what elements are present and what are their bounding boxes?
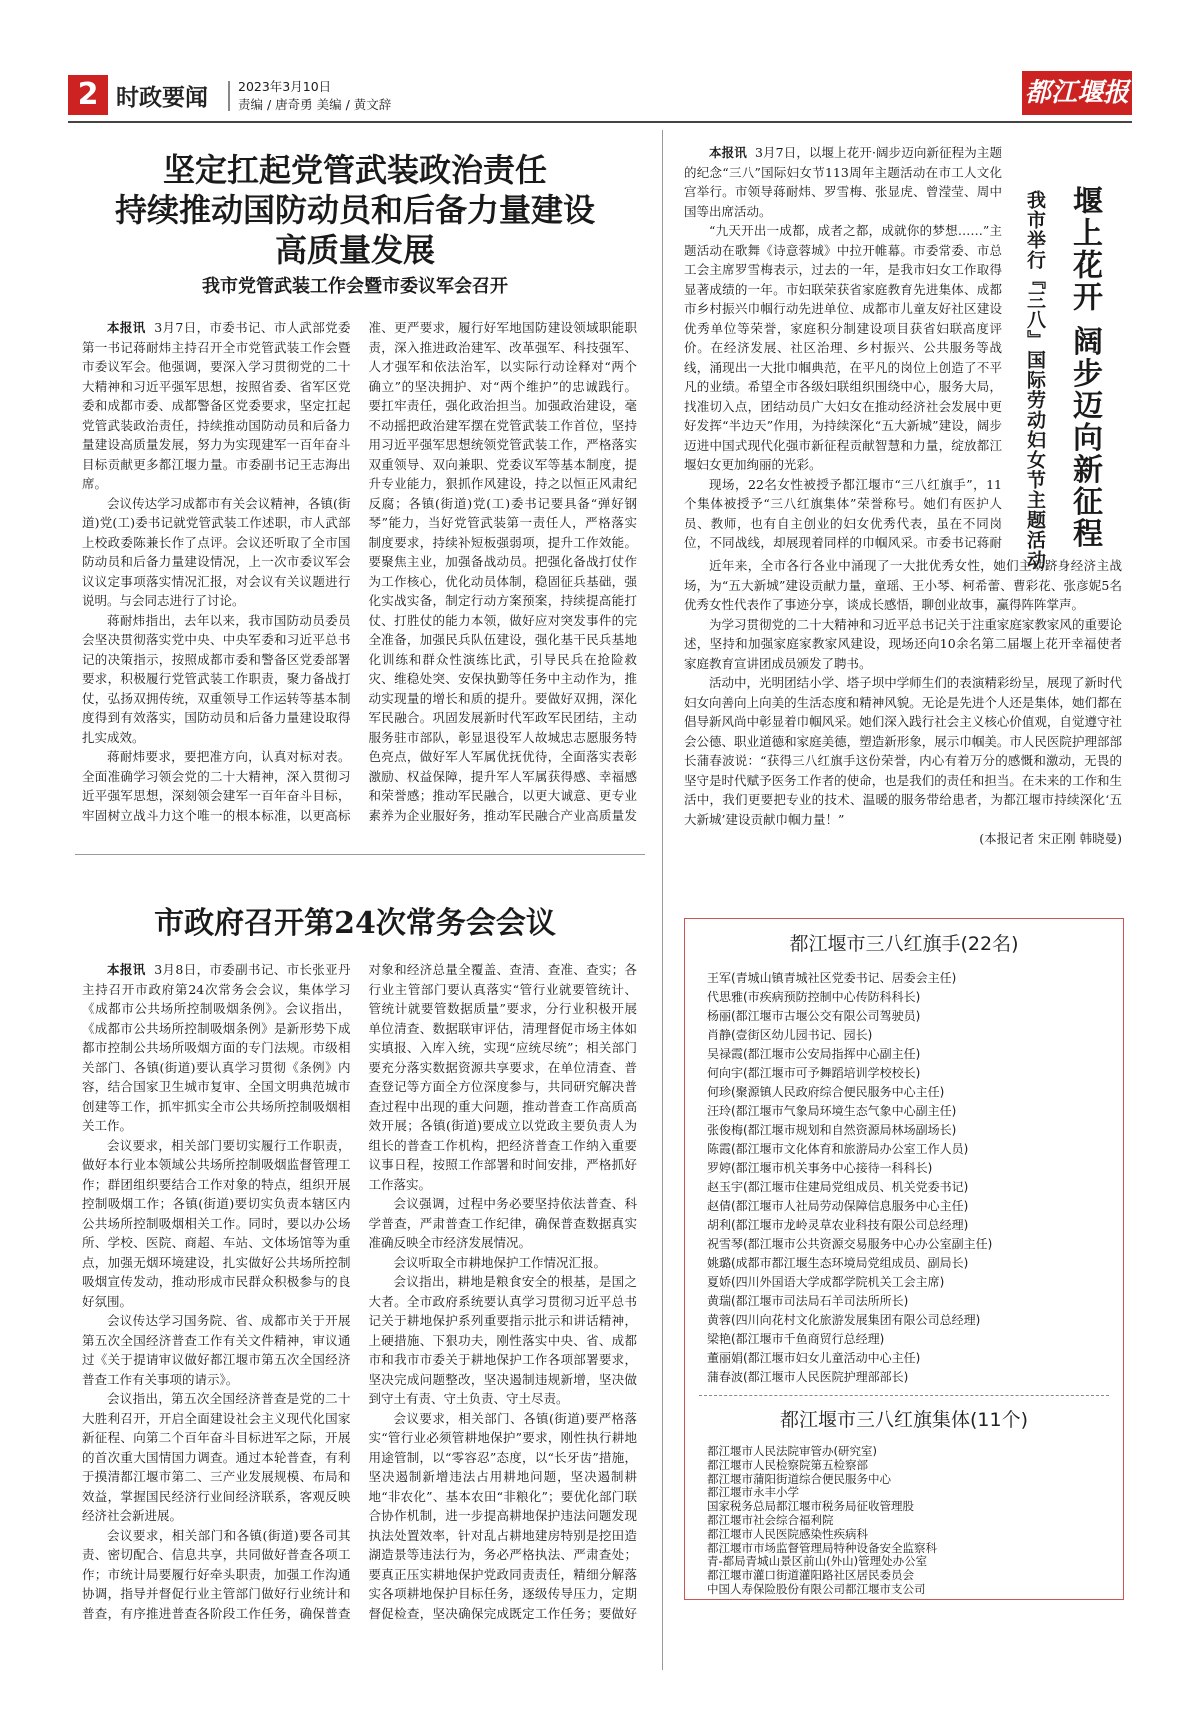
lead-tag: 本报讯 <box>709 145 747 160</box>
column-divider <box>662 130 663 1670</box>
article3-title: 堰上花开 阔步迈向新征程 <box>1067 185 1102 550</box>
article2-paragraph: 会议指出，耕地是粮食安全的根基，是国之大者。全市政府系统要认真学习贯彻习近平总书记关于耕地保护系列重要指示批示和讲话精神，上硬措施、下狠功夫，刚性落实中央、省、成都市和我市市委关于耕地保护工作各项部署要求，坚决完成问题整改，坚决遏制违规新增，坚决做到守土有责、守土负责、守土尽责。 <box>368 1274 637 1406</box>
article2-paragraph: 会议要求，相关部门要切实履行工作职责，做好本行业本领域公共场所控制吸烟监督管理工作；群团组织要结合工作对象的特点，组织开展控制吸烟工作；各镇(街道)要切实负责本辖区内公共场所控制吸烟相关工作。同时，要以办公场所、学校、医院、商超、车站、文体场馆等为重点，加强无烟环境建设，扎实做好公共场所控制吸烟宣传发动，推动形成市民群众积极参与的良好氛围。 <box>82 1137 351 1309</box>
article3-paragraph: 近年来，全市各行各业中涌现了一大批优秀女性，她们主动跻身经济主战场，为“五大新城”建设贡献力量，童瑶、王小琴、柯希蕾、曹彩花、张彦妮5名优秀女性代表作了事迹分享，谈成长感悟，聊创业故事，赢得阵阵掌声。 <box>684 558 1122 612</box>
collectives-list <box>707 1445 1107 1597</box>
article2-paragraph: 会议强调，过程中务必要坚持依法普查、科学普查，严肃普查工作纪律，确保普查数据真实准确反映全市经济发展情况。 <box>368 1196 637 1250</box>
article3-paragraph: 本报讯 3月7日，以堰上花开·阔步迈向新征程为主题的纪念“三八”国际妇女节113周年主题活动在市工人文化宫举行。市领导蒋耐炜、罗雪梅、张显虎、曾滢莹、周中国等出席活动。 <box>684 145 1002 219</box>
honoree-item: 杨丽(都江堰市古堰公交有限公司驾驶员) <box>707 1009 921 1023</box>
honoree-item: 胡利(都江堰市龙岭灵草农业科技有限公司总经理) <box>707 1218 969 1232</box>
page-number: 2 <box>68 75 108 115</box>
collective-item: 都江堰市蒲阳街道综合便民服务中心 <box>707 1472 891 1486</box>
article1-paragraph: 蒋耐炜要求，要把准方向，认真对标对表。全面准确学习领会党的二十大精神，深入贯彻习近平强军思想，深刻领会建军一百年奋斗目标，牢固树立战斗力这个唯一的根本标准，以更高标准、更严要求，履行好军地国防建设领域职能职责，深入推进政治建军、改革强军、科技强军、人才强军和依法治军，以实际行动诠释对“两个确立”的坚决拥护、对“两个维护”的忠诚践行。要扛牢责任，强化政治担当。加强政治建设，毫不动摇把政治建军摆在党管武装工作首位，坚持用习近平强军思想统领党管武装工作，严格落实双重领导、双向兼职、党委议军等基本制度，提升专业能力，狠抓作风建设，持之以恒正风肃纪反腐；各镇(街道)党(工)委书记要具备“弹好钢琴”能力，当好党管武装第一责任人，严格落实制度要求，持续补短板强弱项，提升工作效能。要聚焦主业，加强备战动员。把强化备战打仗作为工作核心，优化动员体制，稳固征兵基础，强化实战实备，制定行动方案预案，持续提高能打仗、打胜仗的能力本领，做好应对突发事件的完全准备，加强民兵队伍建设，强化基干民兵基地化训练和群众性演练比武，引导民兵在抢险救灾、维稳处突、安保执勤等任务中主动作为，推动实现量的增长和质的提升。要做好双拥，深化军民融合。巩固发展新时代军政军民团结，主动服务驻市部队，彰显退役军人故城忠志愿服务特色亮点，做好军人军属优抚优待，全面落实表彰激励、权益保障，提升军人军属获得感、幸福感和荣誉感；推动军民融合，以更大诚意、更专业素养为企业服好务，推动军民融合产业高质量发 <box>82 320 637 823</box>
article2-paragraph: 会议要求，相关部门、各镇(街道)要严格落实“管行业必须管耕地保护”要求，刚性执行耕地用途管制，以“零容忍”态度，以“长牙齿”措施，坚决遏制新增违法占用耕地问题，坚决遏制耕地“非农化”、基本农田“非粮化”；要优化部门联合协作机制，进一步提高耕地保护违法问题发现执法处置效率，针对乱占耕地建房特别是挖田造湖造景等违法行为，务必严格执法、严肃查处；要真正压实耕地保护党政同责责任，精细分解落实各项耕地保护目标任务，逐级传导压力，定期督促检查，坚决确保完成既定工作任务；要做好 <box>368 1410 637 1621</box>
honoree-item: 赵玉宇(都江堰市住建局党组成员、机关党委书记) <box>707 1180 969 1194</box>
honoree-item: 何珍(聚源镇人民政府综合便民服务中心主任) <box>707 1085 945 1099</box>
honoree-item: 蒲春波(都江堰市人民医院护理部部长) <box>707 1370 909 1384</box>
lead-tag: 本报讯 <box>107 320 146 335</box>
honoree-item: 姚璐(成都市都江堰生态环境局党组成员、副局长) <box>707 1256 969 1270</box>
header-rule <box>68 121 1132 123</box>
article3-body-bottom <box>684 556 1122 900</box>
honoree-item: 黄蓉(四川向花村文化旅游发展集团有限公司总经理) <box>707 1313 981 1327</box>
collective-item: 都江堰市人民法院审管办(研究室) <box>707 1445 877 1458</box>
box-divider <box>699 1395 1109 1396</box>
individuals-heading: 都江堰市三八红旗手(22名) <box>789 933 1019 955</box>
article1-paragraph: 本报讯 3月7日，市委书记、市人武部党委第一书记蒋耐炜主持召开全市党管武装工作会暨市委议军会。他强调，要深入学习贯彻党的二十大精神和习近平强军思想，按照省委、省军区党委和成都市委、成都警备区党委要求，坚定扛起党管武装政治责任，持续推动国防动员和后备力量建设高质量发展，努力为实现建军一百年奋斗目标贡献更多都江堰力量。市委副书记王志海出席。 <box>82 320 351 491</box>
honoree-item: 汪玲(都江堰市气象局环境生态气象中心副主任) <box>707 1104 957 1118</box>
individuals-list <box>707 969 1107 1387</box>
collective-item: 国家税务总局都江堰市税务局征收管理股 <box>707 1500 914 1514</box>
honoree-item: 肖静(壹街区幼儿园书记、园长) <box>707 1028 873 1042</box>
honoree-item: 吴禄霞(都江堰市公安局指挥中心副主任) <box>707 1047 921 1061</box>
article3-body-top <box>684 143 1002 555</box>
collective-item: 都江堰市人民医院感染性疾病科 <box>707 1527 868 1541</box>
honoree-item: 王军(青城山镇青城社区党委书记、居委会主任) <box>707 971 957 985</box>
article2-title: 市政府召开第24次常务会会议 <box>154 906 556 941</box>
honoree-item: 夏娇(四川外国语大学成都学院机关工会主席) <box>707 1275 945 1289</box>
article2-paragraph: 会议听取全市耕地保护工作情况汇报。 <box>393 1254 607 1270</box>
honoree-item: 祝雪琴(都江堰市公共资源交易服务中心办公室副主任) <box>707 1237 993 1251</box>
article3-paragraph: “九天开出一成都，成者之都，成就你的梦想……”主题活动在歌舞《诗意蓉城》中拉开帷幕。市委常委、市总工会主席罗雪梅表示，过去的一年，是我市妇女工作取得显著成绩的一年。市妇联荣获省家庭教育先进集体、成都市乡村振兴巾帼行动先进单位、成都市儿童友好社区建设优秀单位等荣誉，家庭积分制建设项目获省妇联高度评价。在经济发展、社区治理、乡村振兴、公共服务等战线，涌现出一大批巾帼典范，在平凡的岗位上创造了不平凡的业绩。希望全市各级妇联组织围绕中心，服务大局，找准切入点，团结动员广大妇女在推动经济社会发展中更好发挥“半边天”作用，为持续深化“五大新城”建设，阔步迈进中国式现代化强市新征程贡献智慧和力量，绽放都江堰妇女更加绚丽的光彩。 <box>684 223 1002 472</box>
section-divider <box>75 854 645 855</box>
article1-subtitle: 我市党管武装工作会暨市委议军会召开 <box>202 276 508 297</box>
honoree-item: 张俊梅(都江堰市规划和自然资源局林场副场长) <box>707 1123 957 1137</box>
collective-item: 都江堰市永丰小学 <box>707 1486 799 1500</box>
article1-paragraph: 会议传达学习成都市有关会议精神，各镇(街道)党(工)委书记就党管武装工作述职，市人武部上校政委陈兼长作了点评。会议还听取了全市国防动员和后备力量建设情况，上一次市委议军会议议定事项落实情况汇报，对会议有关议题进行说明。与会同志进行了讨论。 <box>82 495 351 608</box>
honoree-item: 陈霞(都江堰市文化体育和旅游局办公室工作人员) <box>707 1142 969 1156</box>
honoree-item: 赵倩(都江堰市人社局劳动保障信息服务中心主任) <box>707 1199 969 1213</box>
collective-item: 中国人寿保险股份有限公司都江堰市支公司 <box>707 1582 926 1596</box>
article2-body <box>82 960 637 1640</box>
collective-item: 青-都局青城山景区前山(外山)管理处办公室 <box>707 1555 928 1569</box>
page-header <box>68 75 1132 121</box>
article2-paragraph: 会议传达学习国务院、省、成都市关于开展第五次全国经济普查工作有关文件精神，审议通过《关于提请审议做好都江堰市第五次全国经济普查工作有关事项的请示》。 <box>82 1313 351 1387</box>
article1-title-line: 持续推动国防动员和后备力量建设 <box>114 191 595 229</box>
collective-item: 都江堰市市场监督管理局特种设备安全监察科 <box>707 1541 937 1555</box>
collectives-heading: 都江堰市三八红旗集体(11个) <box>779 1409 1028 1431</box>
honoree-item: 黄瑞(都江堰市司法局石羊司法所所长) <box>707 1294 909 1308</box>
section-title: 时政要闻 <box>116 85 208 111</box>
collective-item: 都江堰市社会综合福利院 <box>707 1513 834 1527</box>
masthead-logo: 都江堰报 <box>1022 71 1132 115</box>
article3-subtitle: 我市举行『三八』国际劳动妇女节主题活动 <box>1024 190 1046 570</box>
honoree-item: 罗婷(都江堰市机关事务中心接待一科科长) <box>707 1161 933 1175</box>
article3-paragraph: 活动中，光明团结小学、塔子坝中学师生们的表演精彩纷呈，展现了新时代妇女向善向上向美的生活态度和精神风貌。无论是先进个人还是集体，她们都在倡导新风尚中彰显着巾帼风采。她们深入践行社会主义核心价值观，自觉遵守社会公德、职业道德和家庭美德，塑造新形象，展示巾帼美。市人民医院护理部部长蒲春波说：“获得三八红旗手这份荣誉，内心有着万分的感慨和激动，无畏的坚守是时代赋予医务工作者的使命，也是我们的责任和担当。在未来的工作和生活中，我们更要把专业的技术、温暖的服务带给患者，为都江堰市持续深化‘五大新城’建设贡献巾帼力量！” <box>684 675 1122 827</box>
honor-list-box <box>684 918 1124 1600</box>
article1-paragraph: 蒋耐炜指出，去年以来，我市国防动员委员会坚决贯彻落实党中央、中央军委和习近平总书记的决策指示，按照成都市委和警备区党委部署要求，积极履行党管武装工作职责，聚力备战打仗，弘扬双拥传统，双重领导工作运转等基本制度得到有效落实，国防动员和后备力量建设取得扎实成效。 <box>82 612 351 745</box>
article1-title-line: 坚定扛起党管武装政治责任 <box>162 151 547 189</box>
article3-paragraph: 现场，22名女性被授予都江堰市“三八红旗手”，11个集体被授予“三八红旗集体”荣誉称号。她们有医护人员、教师，也有自主创业的妇女优秀代表，虽在不同岗位，不同战线，却展现着同样的巾帼风采。市委书记蒋耐 <box>684 476 1002 550</box>
header-divider <box>228 81 230 111</box>
issue-date: 2023年3月10日 <box>238 79 332 94</box>
collective-item: 都江堰市灌口街道灌阳路社区居民委员会 <box>707 1569 914 1583</box>
honoree-item: 何向宇(都江堰市可予舞蹈培训学校校长) <box>707 1066 921 1080</box>
article1-body <box>82 318 637 838</box>
article2-paragraph: 会议要求，相关部门和各镇(街道)要各司其责、密切配合、信息共享，共同做好普查各项工作；市统计局要履行好牵头职责，加强工作沟通协调，指导并督促行业主管部门做好行业统计和普查，有序推进普查各阶段工作任务，确保普查对象和经济总量全覆盖、查清、查准、查实；各行业主管部门要认真落实“管行业就要管统计、管统计就要管数据质量”要求，分行业积极开展单位清查、数据联审评估，清理督促市场主体如实填报、入库入统，实现“应统尽统”；相关部门要充分落实数据资源共享要求，在单位清查、普查登记等方面全方位深度参与，共同研究解决普查过程中出现的重大问题，推动普查工作高质高效开展；各镇(街道)要成立以党政主要负责人为组长的普查工作机构，把经济普查工作纳入重要议事日程，按照工作部署和时间安排，严格抓好工作落实。 <box>82 962 637 1621</box>
honoree-item: 代思雅(市疾病预防控制中心传防科科长) <box>707 990 921 1004</box>
lead-tag: 本报讯 <box>107 962 146 977</box>
honoree-item: 梁艳(都江堰市千鱼商贸行总经理) <box>707 1332 885 1346</box>
honoree-item: 董丽娟(都江堰市妇女儿童活动中心主任) <box>707 1351 921 1365</box>
article3-byline: (本报记者 宋正刚 韩晓曼) <box>979 831 1122 846</box>
article1-title <box>75 150 635 270</box>
article1-title-line: 高质量发展 <box>274 231 435 269</box>
editor-credits: 责编 / 唐奇勇 美编 / 黄文辞 <box>238 97 392 112</box>
collective-item: 都江堰市人民检察院第五检察部 <box>707 1458 868 1472</box>
article3-paragraph: 为学习贯彻党的二十大精神和习近平总书记关于注重家庭家教家风的重要论述，坚持和加强家庭家教家风建设，现场还向10余名第二届堰上花开幸福使者家庭教育宣讲团成员颁发了聘书。 <box>684 616 1122 671</box>
article2-paragraph: 会议指出，第五次全国经济普查是党的二十大胜利召开，开启全面建设社会主义现代化国家新征程、向第二个百年奋斗目标进军之际，开展的首次重大国情国力调查。通过本轮普查，有利于摸清都江堰市第二、三产业发展规模、布局和效益，掌握国民经济行业间经济联系，客观反映经济社会新进展。 <box>82 1391 351 1523</box>
article2-paragraph: 本报讯 3月8日，市委副书记、市长张亚丹主持召开市政府第24次常务会会议，集体学习《成都市公共场所控制吸烟条例》。会议指出，《成都市公共场所控制吸烟条例》是新形势下成都市控制公共场所吸烟方面的专门法规。市级相关部门、各镇(街道)要认真学习贯彻《条例》内容，结合国家卫生城市复审、全国文明典范城市创建等工作，抓牢抓实全市公共场所控制吸烟相关工作。 <box>82 962 351 1133</box>
